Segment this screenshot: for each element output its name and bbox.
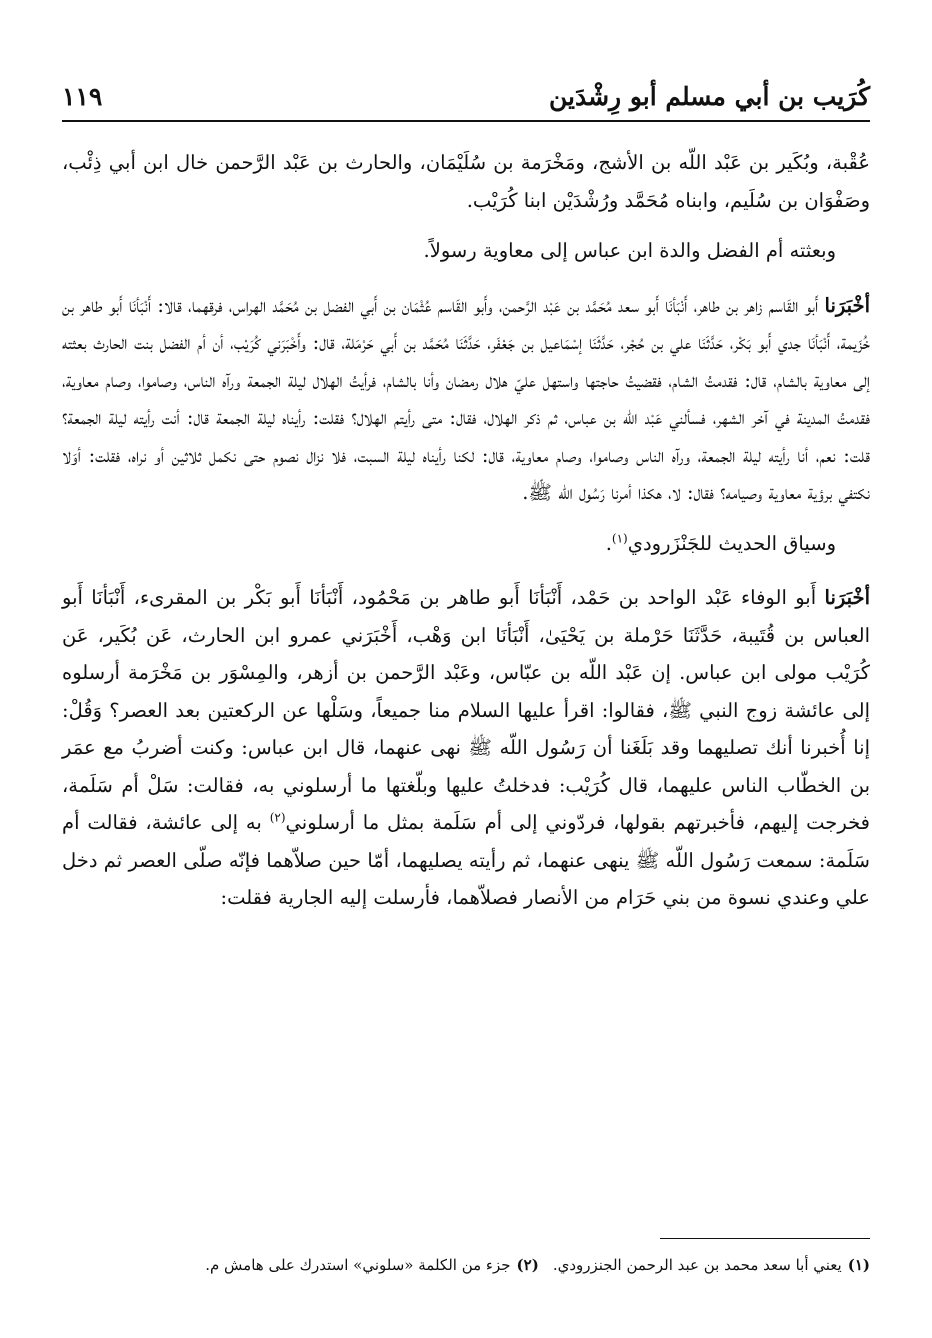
footnote-2: [205, 1256, 539, 1274]
paragraph-2: وبعثته أم الفضل والدة ابن عباس إلى معاوية رسولاً.: [423, 239, 836, 262]
footnote-mark-2: (٢): [269, 810, 286, 825]
page-number: ١١٩: [62, 82, 103, 111]
paragraph-3-text: أَبو القَاسم زاهر بن طاهر، أَنْبَأنَا أَبو سعد مُحَمَّد بن عَبْد الرَّحمن، وأَبو القَاسم عُثْمَان بن أَبي الفضل بن مُحَمَّد الهراس، فرقهما، قالا: أَنْبَأنَا أَبو طاهر بن خُزَيمة، أَنْبَأنَا جدي أَبو بَكْر، حَدَّثَنَا علي بن حُجْر، حَدَّثَنَا إسْمَاعيل بن جَعْفَر، حَدَّثَنَا مُحَمَّد بن أَبي حَرْمَلة، قال: وأَخْبَرَني كُرَيْب، أن أم الفضل بنت الحارث بعثته إلى معاوية بالشام، قال: فقدمتُ الشام، فقضيتُ حاجتها واستهل عليّ هلال رمضان وأنا بالشام، فرأيتُ الهلال ليلة الجمعة ورآه الناس، وصاموا، وصام معاوية، فقدمتُ المدينة في آخر الشهر، فسألني عَبْد اللّه بن عباس، ثم ذكر الهلال، فقال: متى رأيتم الهلال؟ فقلت: رأيناه ليلة الجمعة قال: أنت رأيته ليلة الجمعة؟ قلت: نعم، أنا رأيته ليلة الجمعة، ورآه الناس وصاموا، وصام معاوية، قال: لكنا رأيناه ليلة السبت، فلا نزال نصوم حتى نكمل ثلاثين أو نراه، فقلت: أوَلا نكتفي برؤية معاوية وصيامه؟ فقال: لا، هكذا أمرنا رَسُول اللّه ﷺ.: [62, 293, 870, 504]
running-title: كُرَيب بن أبي مسلم أبو رِشْدَين: [548, 82, 870, 111]
footnote-1-number: (١): [847, 1256, 870, 1274]
paragraph-5-end: به إلى عائشة، فقالت أم سَلَمة: سمعت رَسُول اللّه ﷺ ينهى عنهما، ثم رأيته يصليهما، أمّا حين صلاّهما فإنّه صلّى العصر ثم دخل علي وعندي نسوة من بني حَرَام من الأنصار فصلاّهما، فأرسلت إليه الجارية فقلت:: [62, 811, 870, 909]
footnote-divider: [660, 1238, 870, 1239]
footnote-1: [553, 1256, 870, 1274]
paragraph-3: [62, 287, 870, 512]
footnote-mark-1: (١): [611, 531, 628, 545]
paragraph-1: عُقْبة، وبُكَير بن عَبْد اللّه بن الأشج، ومَخْرَمة بن سُلَيْمَان، والحارث بن عَبْد الرَّحمن خال ابن أبي ذِئْب، وصَفْوَان بن سُلَيم، وابناه مُحَمَّد ورُشْدَيْن ابنا كُرَيْب.: [62, 151, 870, 212]
paragraph-5-text: أَبو الوفاء عَبْد الواحد بن حَمْد، أَنْبَأنَا أَبو طاهر بن مَحْمُود، أَنْبَأنَا أَبو بَكْر بن المقرىء، أَنْبَأنَا أَبو العباس بن قُتَيبة، حَدَّثَنَا حَرْملة بن يَحْيَىٰ، أَنْبَأنَا ابن وَهْب، أَخْبَرَني عمرو ابن الحارث، عَن بُكَير، عَن كُرَيْب مولى ابن عباس. إن عَبْد اللّه بن عبّاس، وعَبْد الرَّحمن بن أزهر، والمِسْوَر بن مَخْرَمة أرسلوه إلى عائشة زوج النبي ﷺ، فقالوا: اقرأ عليها السلام منا جميعاً، وسَلْها عن الركعتين بعد العصر؟ وَقُلْ: إنا أُخبرنا أنك تصليهما وقد بَلَغَنا أن رَسُول اللّه ﷺ نهى عنهما، قال ابن عباس: وكنت أضربُ مع عمَر بن الخطّاب الناس عليهما، قال كُرَيْب: فدخلتُ عليها وبلّغتها ما أرسلوني به، فقالت: سَلْ أم سَلَمة، فخرجت إليهم، فأخبرتهم بقولها، فردّوني إلى أم سَلَمة بمثل ما أرسلوني: [62, 586, 871, 834]
paragraph-4: [62, 525, 870, 563]
paragraph-3-lead: أخْبَرَنا: [824, 293, 871, 317]
paragraph-5: [62, 579, 870, 917]
paragraph-5-lead: أخْبَرَنا: [824, 586, 871, 609]
paragraph-4-text: وسياق الحديث للجَنْزَرودي: [627, 531, 836, 555]
footnote-2-text: جزء من الكلمة «سلوني» استدرك على هامش م.: [205, 1256, 511, 1274]
footnote-1-text: يعني أبا سعد محمد بن عبد الرحمن الجنزرودي.: [552, 1256, 842, 1274]
footnotes: [62, 1254, 870, 1276]
page-header: [62, 72, 870, 122]
body-text: [62, 144, 870, 930]
footnote-2-number: (٢): [516, 1256, 539, 1274]
paragraph-4-end: .: [605, 531, 612, 555]
